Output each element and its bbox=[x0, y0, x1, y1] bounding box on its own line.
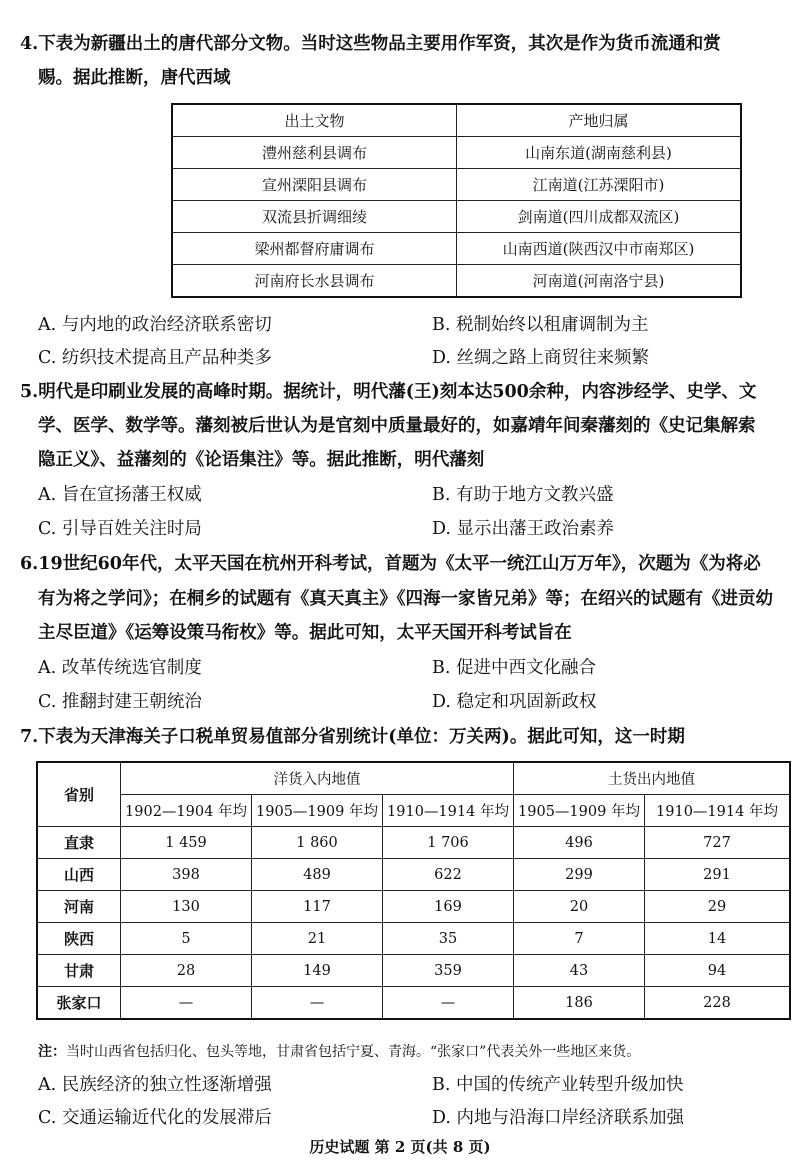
table-cell: 622 bbox=[383, 859, 514, 891]
table-cell: 1 860 bbox=[252, 827, 383, 859]
q7-table-note bbox=[38, 1042, 640, 1062]
q7-stem-line-1: 7.下表为天津海关子口税单贸易值部分省别统计(单位：万关两)。据此可知，这一时期 bbox=[20, 727, 685, 747]
table-cell: 21 bbox=[252, 923, 383, 955]
table-row bbox=[172, 169, 741, 201]
table-cell: 山南西道(陕西汉中市南郑区) bbox=[457, 233, 742, 265]
q6-option-d[interactable]: D. 稳定和巩固新政权 bbox=[432, 692, 597, 712]
table-header-cell: 出土文物 bbox=[172, 104, 457, 137]
q4-option-d[interactable]: D. 丝绸之路上商贸往来频繁 bbox=[432, 348, 650, 368]
q4-artifact-table bbox=[171, 103, 742, 298]
table-cell: 94 bbox=[645, 955, 791, 987]
q4-option-a[interactable]: A. 与内地的政治经济联系密切 bbox=[38, 315, 272, 335]
table-cell-province: 张家口 bbox=[37, 987, 121, 1020]
q4-option-b[interactable]: B. 税制始终以租庸调制为主 bbox=[432, 315, 649, 335]
table-row bbox=[37, 923, 790, 955]
table-cell: 双流县折调细绫 bbox=[172, 201, 457, 233]
table-cell: 727 bbox=[645, 827, 791, 859]
table-cell: 28 bbox=[121, 955, 252, 987]
table-cell: — bbox=[121, 987, 252, 1020]
table-row bbox=[37, 955, 790, 987]
table-cell: 20 bbox=[514, 891, 645, 923]
table-cell-province: 河南 bbox=[37, 891, 121, 923]
q5-option-b[interactable]: B. 有助于地方文教兴盛 bbox=[432, 485, 614, 505]
table-cell: 1 459 bbox=[121, 827, 252, 859]
table-cell: 359 bbox=[383, 955, 514, 987]
table-cell: 291 bbox=[645, 859, 791, 891]
table-header-cell: 产地归属 bbox=[457, 104, 742, 137]
table-cell-province: 山西 bbox=[37, 859, 121, 891]
table-cell: 35 bbox=[383, 923, 514, 955]
q6-stem-line-2: 有为将之学问》；在桐乡的试题有《真天真主》《四海一家皆兄弟》等；在绍兴的试题有《进贡幼 bbox=[38, 589, 773, 609]
q5-stem-line-3: 隐正义》、益藩刻的《论语集注》等。据此推断，明代藩刻 bbox=[38, 450, 485, 470]
table-cell: 山南东道(湖南慈利县) bbox=[457, 137, 742, 169]
q5-option-a[interactable]: A. 旨在宣扬藩王权威 bbox=[38, 485, 202, 505]
q4-stem-line-2: 赐。据此推断，唐代西域 bbox=[38, 68, 231, 88]
table-row bbox=[172, 137, 741, 169]
table-header-province: 省别 bbox=[37, 762, 121, 827]
table-header-period: 1910—1914 年均 bbox=[645, 795, 791, 827]
table-header-period: 1910—1914 年均 bbox=[383, 795, 514, 827]
table-cell: 1 706 bbox=[383, 827, 514, 859]
table-cell: 489 bbox=[252, 859, 383, 891]
q5-stem-line-1: 5.明代是印刷业发展的高峰时期。据统计，明代藩(王)刻本达500余种，内容涉经学、史学、文 bbox=[20, 382, 757, 402]
q4-option-c[interactable]: C. 纺织技术提高且产品种类多 bbox=[38, 348, 272, 368]
table-cell: 澧州慈利县调布 bbox=[172, 137, 457, 169]
table-cell: — bbox=[383, 987, 514, 1020]
table-cell: — bbox=[252, 987, 383, 1020]
q7-trade-table bbox=[36, 761, 791, 1020]
table-cell: 169 bbox=[383, 891, 514, 923]
table-cell: 河南道(河南洛宁县) bbox=[457, 265, 742, 298]
table-cell: 5 bbox=[121, 923, 252, 955]
table-row bbox=[172, 201, 741, 233]
q7-option-c[interactable]: C. 交通运输近代化的发展滞后 bbox=[38, 1108, 272, 1128]
q6-stem-line-1: 6.19世纪60年代，太平天国在杭州开科考试，首题为《太平一统江山万万年》，次题为《为将必 bbox=[20, 554, 761, 574]
table-cell: 130 bbox=[121, 891, 252, 923]
table-cell: 496 bbox=[514, 827, 645, 859]
q4-stem-line-1: 4.下表为新疆出土的唐代部分文物。当时这些物品主要用作军资，其次是作为货币流通和赏 bbox=[20, 34, 721, 54]
table-cell-province: 直隶 bbox=[37, 827, 121, 859]
table-cell: 299 bbox=[514, 859, 645, 891]
table-cell: 河南府长水县调布 bbox=[172, 265, 457, 298]
q6-stem-line-3: 主尽臣道》《运筹设策马衔枚》等。据此可知，太平天国开科考试旨在 bbox=[38, 623, 572, 643]
table-cell: 宣州溧阳县调布 bbox=[172, 169, 457, 201]
q5-option-d[interactable]: D. 显示出藩王政治素养 bbox=[432, 519, 615, 539]
table-row bbox=[172, 265, 741, 298]
table-row bbox=[37, 827, 790, 859]
table-header-period: 1905—1909 年均 bbox=[252, 795, 383, 827]
table-cell: 398 bbox=[121, 859, 252, 891]
table-row bbox=[37, 891, 790, 923]
table-cell-province: 甘肃 bbox=[37, 955, 121, 987]
q7-option-d[interactable]: D. 内地与沿海口岸经济联系加强 bbox=[432, 1108, 685, 1128]
table-cell: 剑南道(四川成都双流区) bbox=[457, 201, 742, 233]
table-cell: 14 bbox=[645, 923, 791, 955]
q6-option-c[interactable]: C. 推翻封建王朝统治 bbox=[38, 692, 202, 712]
table-row bbox=[37, 987, 790, 1020]
table-header-exports: 土货出内地值 bbox=[514, 762, 791, 795]
table-cell: 149 bbox=[252, 955, 383, 987]
table-cell: 186 bbox=[514, 987, 645, 1020]
table-row bbox=[37, 859, 790, 891]
q7-option-b[interactable]: B. 中国的传统产业转型升级加快 bbox=[432, 1075, 684, 1095]
q6-option-b[interactable]: B. 促进中西文化融合 bbox=[432, 658, 596, 678]
table-row bbox=[172, 233, 741, 265]
table-cell: 228 bbox=[645, 987, 791, 1020]
table-header-period: 1902—1904 年均 bbox=[121, 795, 252, 827]
note-text: 当时山西省包括归化、包头等地，甘肃省包括宁夏、青海。“张家口”代表关外一些地区来货。 bbox=[66, 1044, 641, 1060]
table-cell: 江南道(江苏溧阳市) bbox=[457, 169, 742, 201]
table-cell: 梁州都督府庸调布 bbox=[172, 233, 457, 265]
table-cell: 29 bbox=[645, 891, 791, 923]
table-header-imports: 洋货入内地值 bbox=[121, 762, 514, 795]
q6-option-a[interactable]: A. 改革传统选官制度 bbox=[38, 658, 202, 678]
table-cell: 43 bbox=[514, 955, 645, 987]
q7-option-a[interactable]: A. 民族经济的独立性逐渐增强 bbox=[38, 1075, 272, 1095]
table-cell: 7 bbox=[514, 923, 645, 955]
table-header-period: 1905—1909 年均 bbox=[514, 795, 645, 827]
table-cell: 117 bbox=[252, 891, 383, 923]
page-footer: 历史试题 第 2 页(共 8 页) bbox=[309, 1138, 491, 1156]
table-cell-province: 陕西 bbox=[37, 923, 121, 955]
q5-stem-line-2: 学、医学、数学等。藩刻被后世认为是官刻中质量最好的，如嘉靖年间秦藩刻的《史记集解索 bbox=[38, 416, 756, 436]
note-label: 注： bbox=[38, 1044, 66, 1060]
q5-option-c[interactable]: C. 引导百姓关注时局 bbox=[38, 519, 202, 539]
